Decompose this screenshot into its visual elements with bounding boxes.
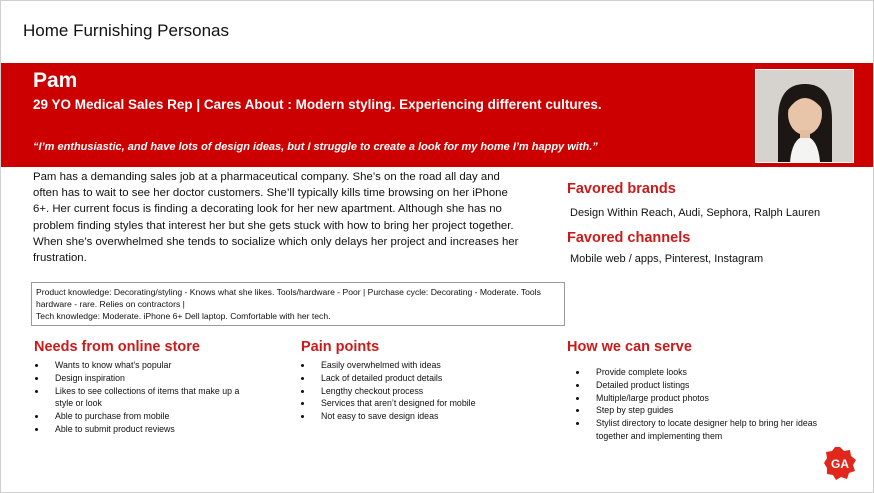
list-item: • Provide complete looks [588,366,828,379]
ga-logo-icon [823,446,857,480]
pain-points-heading: Pain points [301,339,380,355]
serve-heading: How we can serve [567,339,692,355]
favored-channels-text: Mobile web / apps, Pinterest, Instagram [570,253,764,265]
list-item: • Multiple/large product photos [588,392,828,405]
portrait-image [756,70,853,162]
persona-photo [755,69,854,163]
list-item: • Lengthy checkout process [313,385,563,398]
favored-brands-text: Design Within Reach, Audi, Sephora, Ralph Lauren [570,207,821,219]
list-item: • Able to submit product reviews [47,423,255,436]
product-knowledge: Product knowledge: Decorating/styling - Knows what she likes. Tools/hardware - Poor | Purchase cycle: Decorating - Moderate. Tools hardware - rare. Relies on contractors | [36,287,541,309]
pain-points-list [284,359,563,423]
logo-text: GA [831,457,849,471]
list-item: • Step by step guides [588,404,828,417]
list-item: • Able to purchase from mobile [47,410,255,423]
list-item: • Detailed product listings [588,379,828,392]
list-item: • Design inspiration [47,372,255,385]
knowledge-box [31,282,565,326]
persona-bio: Pam has a demanding sales job at a pharmaceutical company. She’s on the road all day and often has to wait to see her doctor customers. She’ll typically kills time browsing on her iPhone 6+. Her current focus is finding a decorating look for her new apartment. Although she has no problem finding styles that interest her but she gets stuck with how to bring her project together. When she’s overwhelmed she tends to socialize which only delays her project and increases her frustration. [33,171,519,265]
list-item: • Easily overwhelmed with ideas [313,359,563,372]
list-item: • Likes to see collections of items that make up a style or look [47,385,255,411]
persona-name: Pam [33,69,78,92]
serve-list [559,366,828,443]
needs-list [18,359,255,436]
needs-heading: Needs from online store [34,339,200,355]
slide-title: Home Furnishing Personas [23,21,229,40]
persona-subtitle: 29 YO Medical Sales Rep | Cares About : Modern styling. Experiencing different cultures. [33,97,602,112]
favored-brands-heading: Favored brands [567,181,676,197]
persona-banner [1,63,873,167]
tech-knowledge: Tech knowledge: Moderate. iPhone 6+ Dell laptop. Comfortable with her tech. [36,311,331,321]
list-item: • Services that aren’t designed for mobile [313,397,563,410]
list-item: • Lack of detailed product details [313,372,563,385]
list-item: • Not easy to save design ideas [313,410,563,423]
persona-quote: “I’m enthusiastic, and have lots of design ideas, but I struggle to create a look for my home I’m happy with.” [33,141,598,153]
list-item: • Wants to know what’s popular [47,359,255,372]
favored-channels-heading: Favored channels [567,230,691,246]
list-item: • Stylist directory to locate designer help to bring her ideas together and implementing them [588,417,828,443]
